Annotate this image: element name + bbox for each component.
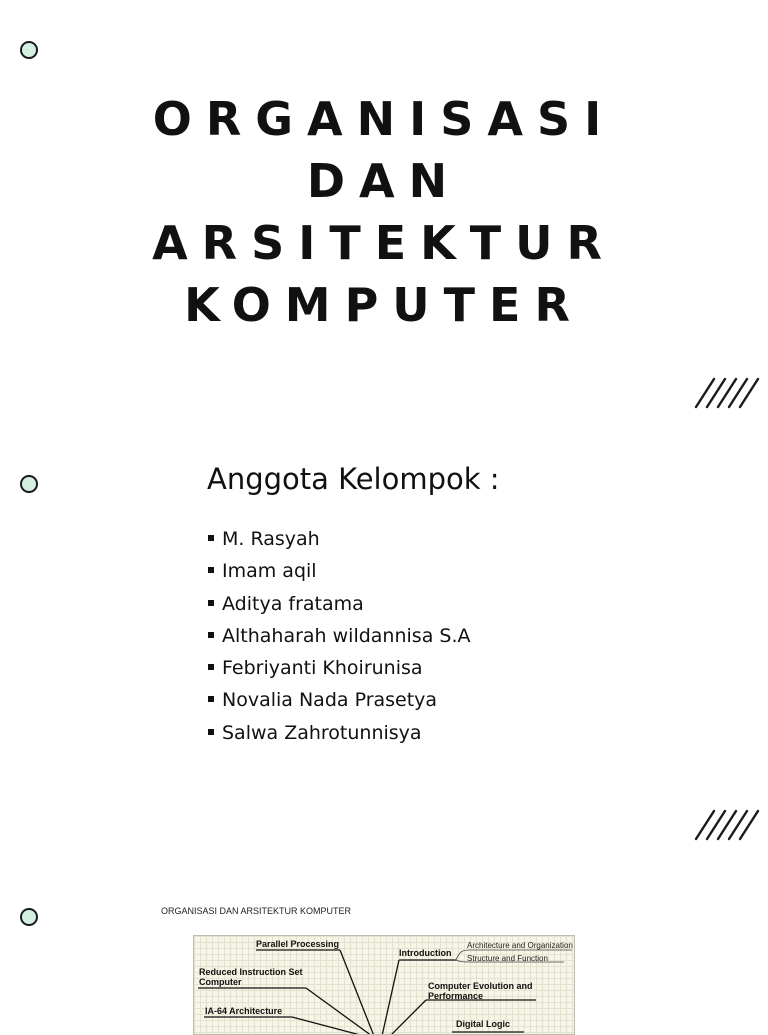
mind-map-image <box>193 935 575 1035</box>
member-name: Althaharah wildannisa S.A <box>222 624 471 647</box>
section-heading: Anggota Kelompok : <box>207 462 500 496</box>
hatch-lines-icon <box>694 808 760 842</box>
list-item <box>208 684 470 716</box>
diagram-label: Parallel Processing <box>256 939 340 949</box>
square-bullet-icon <box>208 664 214 670</box>
title-line: DAN <box>306 154 462 208</box>
member-name: M. Rasyah <box>222 528 320 550</box>
member-name: Imam aqil <box>222 560 317 583</box>
diagram-label: Computer <box>199 977 242 987</box>
square-bullet-icon <box>208 729 214 735</box>
title-line: ORGANISASI <box>152 92 616 146</box>
member-name: Novalia Nada Prasetya <box>222 689 438 712</box>
slide-header: ORGANISASI DAN ARSITEKTUR KOMPUTER <box>161 906 352 916</box>
list-item <box>208 588 470 620</box>
member-name: Aditya fratama <box>222 592 364 615</box>
diagram-label: Digital Logic <box>456 1019 510 1029</box>
list-item <box>208 555 470 587</box>
bullet-circle-icon <box>20 475 38 493</box>
list-item <box>208 652 470 684</box>
list-item <box>208 620 470 652</box>
list-item <box>208 717 470 749</box>
square-bullet-icon <box>208 535 214 541</box>
diagram-sublabel: Architecture and Organization <box>467 941 573 950</box>
member-list <box>208 523 470 749</box>
square-bullet-icon <box>208 600 214 606</box>
diagram-label: Computer Evolution and <box>428 981 533 991</box>
diagram-label: Performance <box>428 991 484 1001</box>
diagram-label: Introduction <box>399 948 452 958</box>
diagram-sublabel: Structure and Function <box>467 954 548 963</box>
list-item <box>208 523 470 555</box>
title-line: KOMPUTER <box>184 278 584 332</box>
square-bullet-icon <box>208 632 214 638</box>
diagram-label: Reduced Instruction Set <box>199 967 303 977</box>
square-bullet-icon <box>208 696 214 702</box>
square-bullet-icon <box>208 567 214 573</box>
member-name: Salwa Zahrotunnisya <box>222 721 422 744</box>
diagram-label: IA-64 Architecture <box>205 1006 283 1016</box>
member-name: Febriyanti Khoirunisa <box>222 657 423 680</box>
bullet-circle-icon <box>20 908 38 926</box>
title-line: ARSITEKTUR <box>152 216 616 270</box>
